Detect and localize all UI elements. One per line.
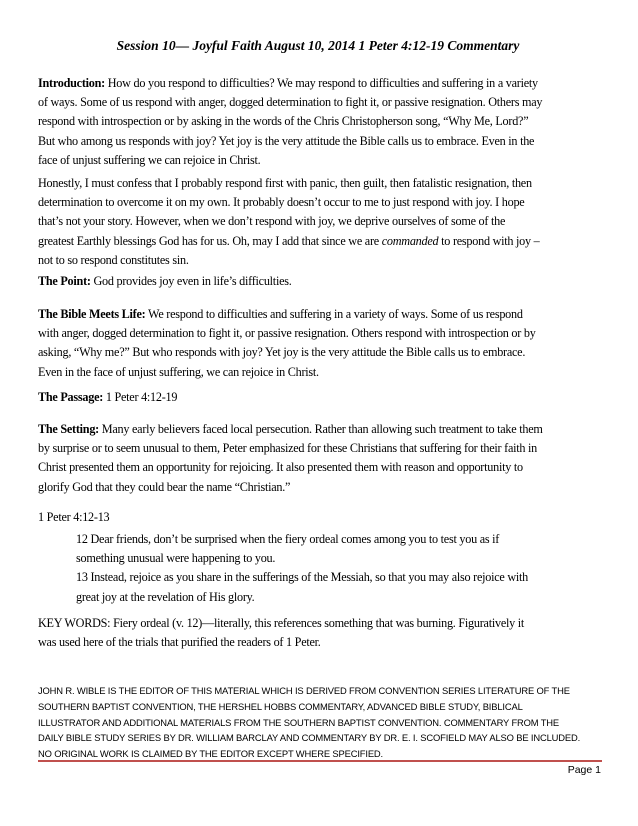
key-words-line: was used here of the trials that purified the readers of 1 Peter. [38, 635, 321, 650]
page-number: Page 1 [567, 764, 601, 776]
footer-divider [38, 760, 602, 762]
confession-line: determination to overcome it on my own. It probably doesn’t occur to me to just respond with joy. I hope [38, 195, 525, 210]
verse-line: 12 Dear friends, don’t be surprised when the fiery ordeal comes among you to test you as if [76, 532, 500, 546]
intro-line: of ways. Some of us respond with anger, dogged determination to fight it, or passive resignation. Others may [38, 95, 543, 110]
bible-meets-life-label: The Bible Meets Life: [38, 307, 146, 321]
bml-line: with anger, dogged determination to fight it, or passive resignation. Others respond with introspection or by [38, 326, 536, 341]
point-label: The Point: [38, 274, 91, 288]
confession-line: Honestly, I must confess that I probably respond first with panic, then guilt, then fatalistic resignation, then [38, 176, 532, 190]
verse-line: great joy at the revelation of His glory. [76, 589, 255, 604]
intro-label: Introduction: [38, 76, 105, 90]
verse-line: 13 Instead, rejoice as you share in the sufferings of the Messiah, so that you may also rejoice with [76, 570, 528, 585]
verse-line: something unusual were happening to you. [76, 551, 276, 566]
intro-line: face of unjust suffering we can rejoice in Christ. [38, 152, 261, 167]
setting-paragraph: The Setting: Many early believers faced local persecution. Rather than allowing such treatment to take them by surprise or to seem unusual to them, Peter emphasized for these Christians that suffering for their faith in Christ presented them an opportunity for rejoicing. It also presented them with reason and opportunity to glorify God that they could bear the name “Christian.” [38, 420, 603, 497]
footer-line: JOHN R. WIBLE IS THE EDITOR OF THIS MATERIAL WHICH IS DERIVED FROM CONVENTION SERIES LITERATURE OF THE [38, 685, 570, 696]
point-text: God provides joy even in life’s difficulties. [90, 274, 292, 288]
footer-line: DAILY BIBLE STUDY SERIES BY DR. WILLIAM BARCLAY AND COMMENTARY BY DR. E. I. SCOFIELD MAY ALSO BE INCLUDED. [38, 732, 581, 744]
document-title: Session 10— Joyful Faith August 10, 2014 1 Peter 4:12-19 Commentary [116, 38, 520, 53]
key-words-line: KEY WORDS: Fiery ordeal (v. 12)—literally, this references something that was burning. Figuratively it [38, 616, 525, 630]
bml-line: asking, “Why me?” But who responds with joy? Yet joy is the very attitude the Bible calls us to embrace. [38, 345, 526, 360]
confession-line: greatest Earthly blessings God has for us. Oh, may I add that since we are commanded to respond with joy – [38, 233, 540, 248]
intro-line: But who among us responds with joy? Yet joy is the very attitude the Bible calls us to embrace. Even in the [38, 133, 535, 148]
footer-line: ILLUSTRATOR AND ADDITIONAL MATERIALS FROM THE SOUTHERN BAPTIST CONVENTION. COMMENTARY FROM THE [38, 716, 560, 728]
passage-paragraph [38, 388, 603, 407]
introduction-paragraph [38, 74, 603, 170]
bml-line: Even in the face of unjust suffering, we can rejoice in Christ. [38, 364, 319, 379]
passage-label: The Passage: [38, 390, 104, 404]
intro-line: Introduction: How do you respond to difficulties? We may respond to difficulties and suffering in a variety [38, 76, 538, 90]
editor-disclaimer-footer [38, 683, 608, 762]
setting-line: Christ presented them an opportunity for rejoicing. It also presented them with reason and opportunity to [38, 460, 523, 475]
footer-line: NO ORIGINAL WORK IS CLAIMED BY THE EDITOR EXCEPT WHERE SPECIFIED. [38, 748, 384, 760]
setting-line: by surprise or to seem unusual to them, Peter emphasized for these Christians that suffering for their faith in [38, 441, 538, 456]
scripture-verses [38, 530, 603, 607]
setting-line: glorify God that they could bear the name “Christian.” [38, 479, 291, 494]
emphasis-commanded: commanded [381, 233, 439, 248]
bible-meets-life-paragraph: The Bible Meets Life: We respond to difficulties and suffering in a variety of ways. Some of us respond with anger, dogged determination to fight it, or passive resignation. Others respond with introspection or by asking, “Why me?” But who responds with joy? Yet joy is the very attitude the Bible calls us to embrace. Even in the face of unjust suffering, we can rejoice in Christ. [38, 305, 603, 382]
point-paragraph [38, 272, 603, 291]
confession-line: that’s not your story. However, when we don’t respond with joy, we deprive ourselves of some of the [38, 214, 506, 229]
scripture-reference: 1 Peter 4:12-13 [38, 510, 110, 524]
setting-label: The Setting: [38, 422, 99, 436]
confession-line: not to so respond constitutes sin. [38, 252, 189, 267]
key-words-paragraph [38, 614, 603, 652]
confession-paragraph [38, 174, 603, 270]
intro-line: respond with introspection or by asking in the words of the Chris Christopherson song, “Why Me, Lord?” [38, 114, 529, 129]
passage-ref: 1 Peter 4:12-19 [103, 390, 178, 404]
footer-line: SOUTHERN BAPTIST CONVENTION, THE HERSHEL HOBBS COMMENTARY, ADVANCED BIBLE STUDY, BIBLICAL [38, 700, 523, 712]
